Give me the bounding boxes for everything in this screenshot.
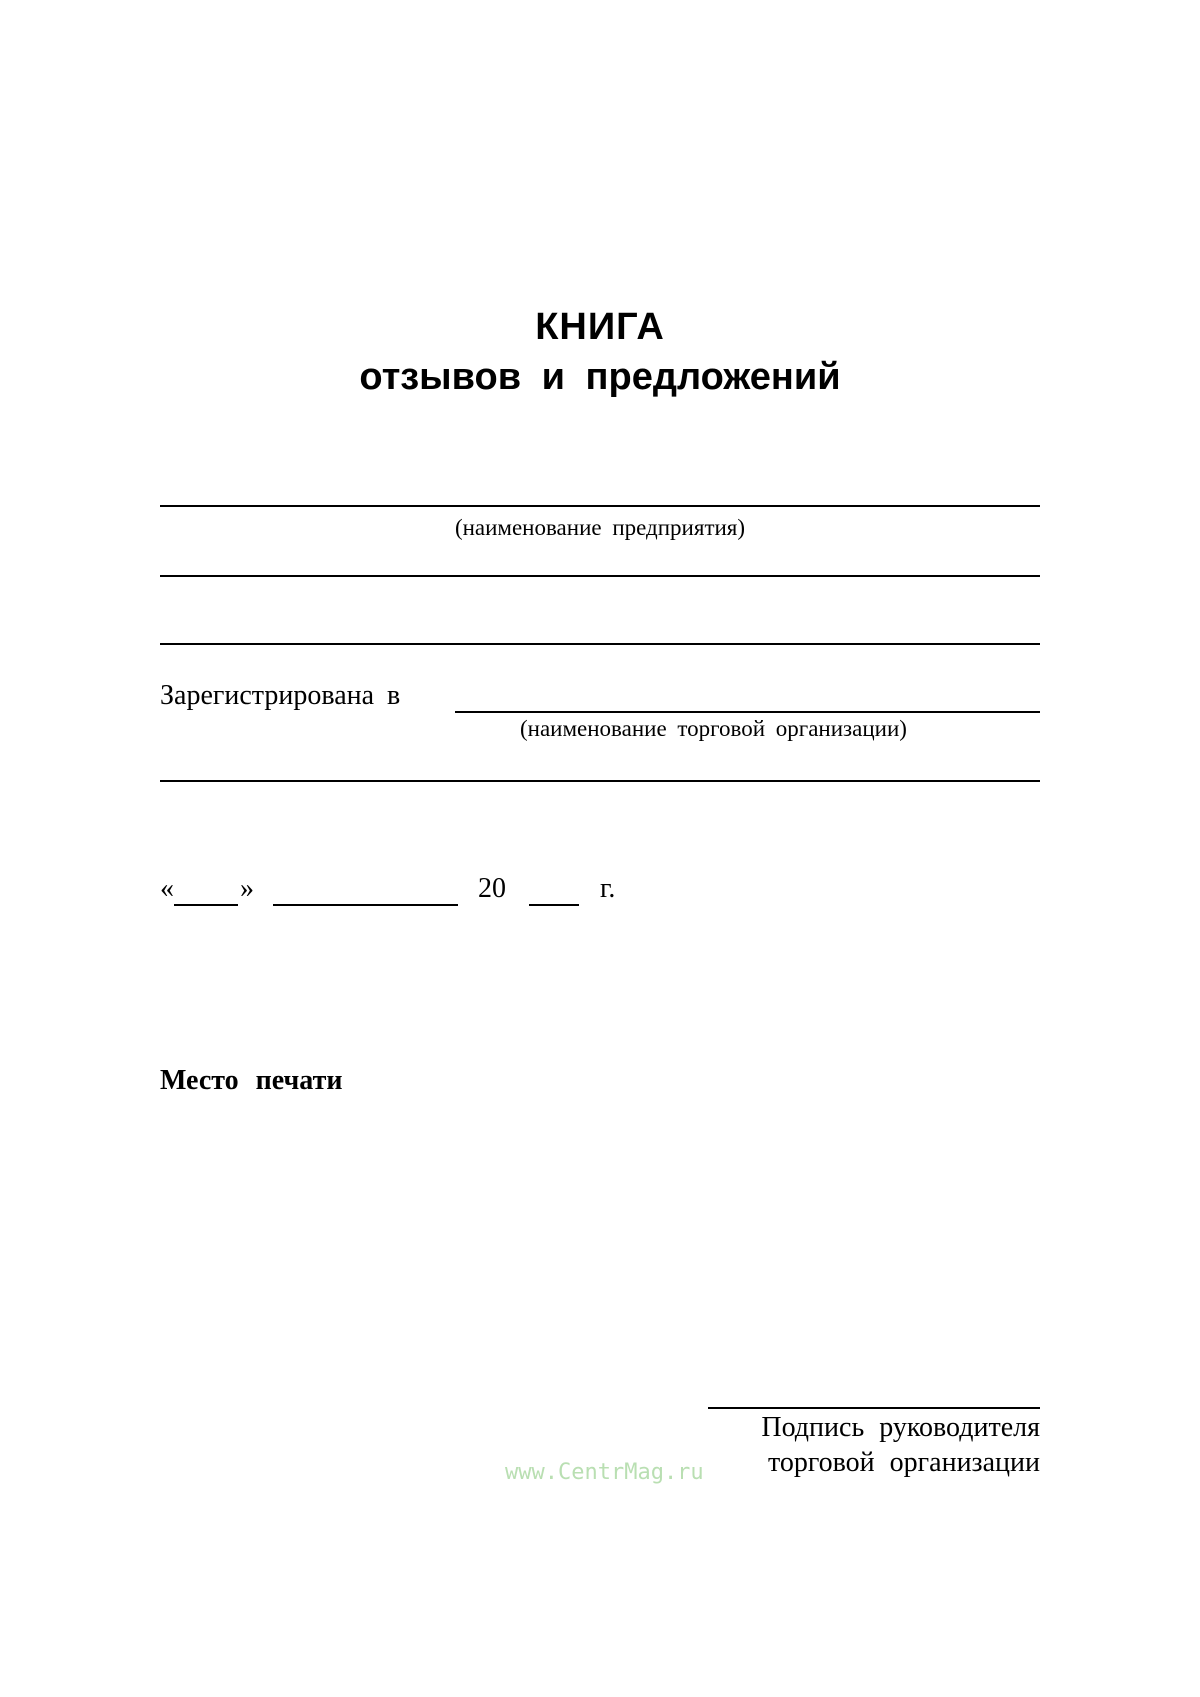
- signature-caption-line1: Подпись руководителя: [761, 1412, 1040, 1443]
- enterprise-name-caption: (наименование предприятия): [454, 515, 746, 540]
- date-year-blank[interactable]: [529, 904, 579, 906]
- document-title: КНИГА: [535, 306, 665, 348]
- signature-line[interactable]: [708, 1407, 1040, 1409]
- stamp-place-label: Место печати: [160, 1065, 343, 1096]
- site-watermark: www.CentrMag.ru: [505, 1460, 704, 1485]
- enterprise-name-line[interactable]: [160, 505, 1040, 507]
- registration-org-caption: (наименование торговой организации): [520, 716, 907, 741]
- signature-caption-line2: торговой организации: [768, 1447, 1040, 1478]
- date-day-blank[interactable]: [174, 904, 238, 906]
- date-year-suffix: г.: [600, 873, 616, 904]
- registration-org-line[interactable]: [455, 711, 1040, 713]
- blank-line-1[interactable]: [160, 575, 1040, 577]
- document-subtitle: отзывов и предложений: [359, 356, 841, 398]
- registration-label: Зарегистрирована в: [160, 680, 401, 711]
- date-month-blank[interactable]: [273, 904, 458, 906]
- blank-line-3[interactable]: [160, 780, 1040, 782]
- blank-line-2[interactable]: [160, 643, 1040, 645]
- date-open-quote: «: [160, 873, 174, 904]
- date-close-quote: »: [240, 873, 254, 904]
- date-century: 20: [478, 873, 506, 904]
